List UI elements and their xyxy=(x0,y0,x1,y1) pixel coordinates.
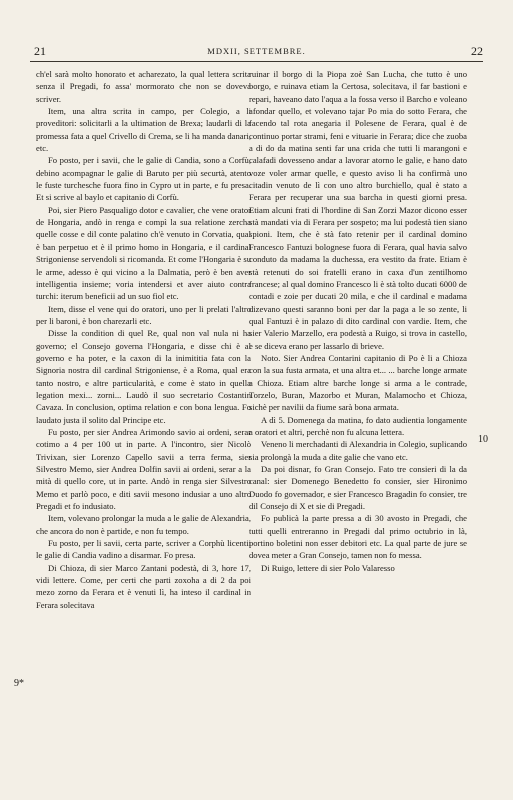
right-column xyxy=(249,68,467,574)
paragraph: Disse la condition di quel Re, qual non val nula ni ha governo; el Consejo governa l'Hongaria, e disse chi è al governo e ha poter, e la caxon di la inimititia fata con la Signoria nostra dil cardinal Strigoniense, è a Roma, qual era tanto nostro, e altre particularità, e come è stato in quella legation mexi... zorni... Laudò il suo secretario Costantin Cavaza. In conclusion, optima relation e con bona lengua. Fo laudato justa il solito dal Principe etc. xyxy=(36,328,251,425)
paragraph: ch'el sarà molto honorato et acharezato, la qual lettera scrita senza il Pregadi, fo assa' mormorato che non se doveva scriver. xyxy=(36,69,251,104)
margin-number-right: 10 xyxy=(478,434,488,445)
paragraph: Di Chioza, di sier Marco Zantani podestà, di 3, hore 17, vidi lettere. Come, per certi che parti zoxoha a di 2 da poi mezo zorno da Ferara et è venuti lì, ha inteso il cardinal in Ferara solecitava xyxy=(36,562,251,610)
running-header xyxy=(30,44,483,60)
paragraph: A dì 5. Domenega da matina, fo dato audientia longamente a oratori et altri, perchè non fu alcuna lettera. xyxy=(249,414,467,437)
running-title: MDXII, SETTEMBRE. xyxy=(207,46,306,56)
paragraph: Item, volevano prolongar la muda a le galie de Alexandria, che ancora do non è partide, e non fu tempo. xyxy=(36,513,251,536)
margin-number-left: 9* xyxy=(14,678,24,689)
paragraph: Noto. Sier Andrea Contarini capitanio di Po è li a Chioza con la sua fusta armata, et una altra et... ... barche longe armate a Chioza. Etiam altre barche longe si arma a le contrade, Torzelo, Buran, Mazorbo et Muran, Malamocho et Chioza, sichè per navilii da fiume sarà bona armata. xyxy=(249,352,467,413)
paragraph: Veneno li merchadanti di Alexandria in Colegio, suplicando sia prolongà la muda a dite galie che vano etc. xyxy=(249,439,467,462)
paragraph: Fo publicà la parte pressa a di 30 avosto in Pregadi, che tutti quelli entreranno in Pregadi dal primo octubrio in là, portino boletini non esser debitori etc. La qual parte de jure se dovea meter a Gran Consejo, tamen non fo messa. xyxy=(249,513,467,561)
paragraph: Fu posto, per sier Andrea Arimondo savio ai ordeni, serar cotimo a 4 per 100 ut in parte. A l'incontro, sier Nicolò Trivixan, sier Lorenzo Capello savii a terra ferma, sier Silvestro Memo, sier Andrea Dolfin savii ai ordeni, serar a la mità di quello core, ut in parte. Andò in renga sier Silvestro Memo et parlò poco, e diti savii mesono indusiar a uno altro Pregadi et fo indusiato. xyxy=(36,426,251,512)
paragraph: Item, disse el vene qui do oratori, uno per li prelati l'altro per li baroni, è bon charezarli etc. xyxy=(36,303,251,326)
paragraph: Da poi disnar, fo Gran Consejo. Fato tre consieri di la da canal: sier Domenego Benedetto fo consier, sier Hironimo Duodo fo governador, e sier Francesco Bragadin fo consier, tre dil Consejo di X et sie di Pregadi. xyxy=(249,464,467,512)
paragraph: Poi, sier Piero Pasqualigo dotor e cavalier, che vene orator de Hongaria, andò in renga e compì la sua relatione zercha quelle cosse e dil conte palatino ch'è venuto in Corvatia, qual è ban perpetuo et è il primo homo in Hongaria, e il cardinal Strigoniense servendoli si ricomanda. Et come l'Hongaria è su le arme, adesso è qui vicino a la Dalmatia, però è ben aver intelligentia insieme; voria intendersi et aver aiuto contra turchi: iterum beneficii ad un suo fiol etc. xyxy=(36,204,251,302)
paragraph: ruinar il borgo di la Piopa zoè San Lucha, che tutto è uno borgo, e ruinava etiam la Certosa, solecitava, il far bastioni e repari, haveano dato l'aqua a la fossa verso il Barcho e voleano afondar quello, et volevano tajar Po mia do sotto Ferara, che facendo tal rota anegaria il Polesene de Ferara, qual è de continuo portar strami, feni e vituarie in Ferara; dice che zuoba a di do da matina senti far una crida che tutti li marangoni e calafadi dovesseno andar a lavorar atorno le galie, e hano dato voze voler armar quelle, e questo aviso li ha confirmà uno citadin venuto de lì con uno altro burchiello, qual è stato a Ferara per recuperar una sua barcha in questi giorni presa. Etiam alcuni frati di l'hordine di San Zorzi Mazor dicono esser stà mandati via di Ferara per sospeto; ma lui podestà tien siano spioni. Item, che è stà fato retenir per il cardinal domino Francesco Fantuzi bolognese fuora di Ferara, qual havia salvo conduto da madama la duchessa, era vestito da frate. Etiam è stà retenuti do soi fratelli erano in caxa d'un zentilhomo francese; al qual domino Francesco li è stà tolto ducati 6000 de contadi e zoie per ducati 20 mila, e che il cardinal e madama dizevano questi saranno boni per dar la paga a le so zente, li qual Fantuzi è in palazo di dito cardinal con vardie. Item, che sier Valerio Marzello, era podestà a Ruigo, si trova in castello, e se diceva erano per lassarlo di brieve. xyxy=(249,69,467,351)
page-number-right: 22 xyxy=(471,44,483,58)
paragraph: Fo posto, per i savii, che le galie di Candia, sono a Corfù, debino acompagnar le galie di Baruto per più securtà, atento le fuste turchesche fuora fino in Cypro ut in parte, e fu presa. Et si scrive al baylo et capitanio di Corfù. xyxy=(36,155,251,203)
paragraph: Fu posto, per li savii, certa parte, scriver a Corphù licentii le galie di Candia vadino a disarmar. Fo presa. xyxy=(36,538,251,561)
paragraph: Item, una altra scrita in campo, per Colegio, a li proveditori: solicitarli a la ultimation de Brexa; laudarli di la promessa fata a quel Crivello di Crema, se li ha manda danari, etc. xyxy=(36,106,251,154)
paragraph: Di Ruigo, lettere di sier Polo Valaresso xyxy=(261,562,395,573)
header-rule xyxy=(30,61,483,62)
page-number-left: 21 xyxy=(34,44,46,58)
left-column xyxy=(36,68,251,611)
